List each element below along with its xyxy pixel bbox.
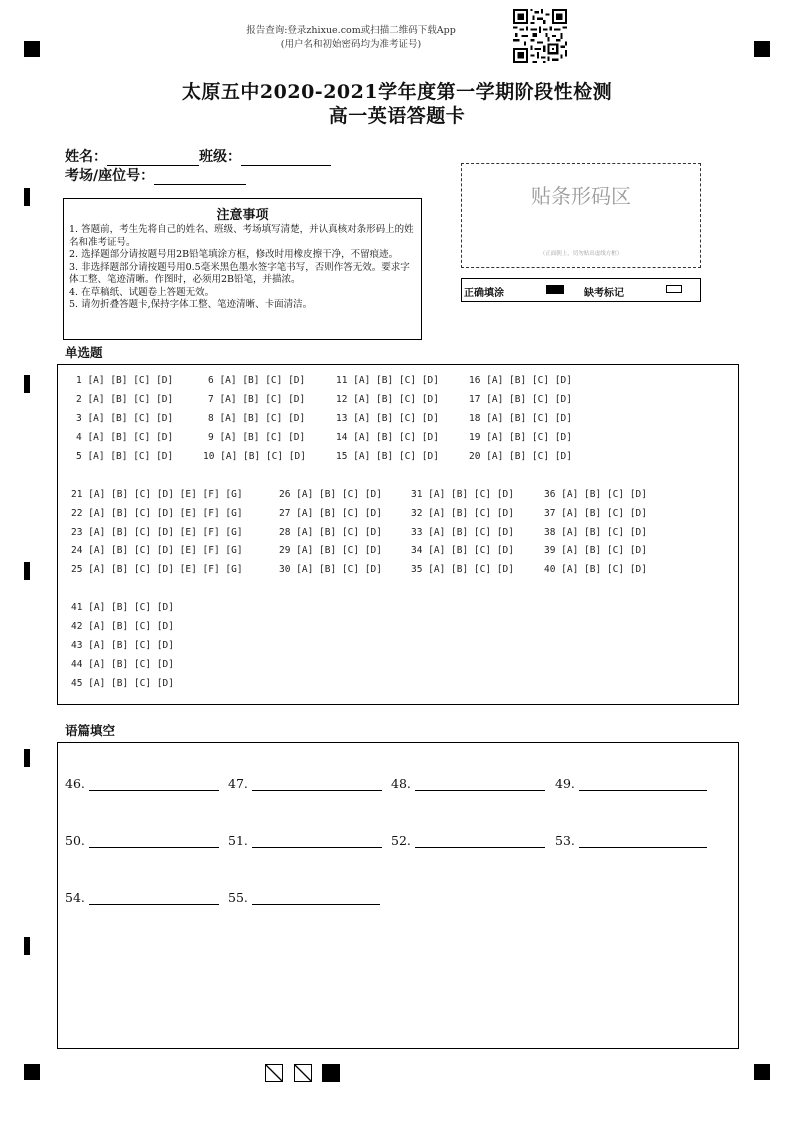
name-field[interactable]: [65, 146, 331, 166]
cloze-blank[interactable]: [555, 833, 707, 848]
choice-question[interactable]: 14 [A] [B] [C] [D]: [336, 432, 439, 443]
notice-item: 2. 选择题部分请按题号用2B铅笔填涂方框，修改时用橡皮擦干净，不留痕迹。: [69, 249, 399, 260]
seat-field[interactable]: [65, 165, 246, 185]
report-query-note: 报告查询:登录zhixue.com或扫描二维码下载App: [246, 25, 456, 36]
cloze-blank[interactable]: [391, 833, 545, 848]
choice-question[interactable]: 40 [A] [B] [C] [D]: [544, 564, 647, 575]
cloze-blank[interactable]: [391, 776, 545, 791]
notice-box: [63, 198, 422, 340]
answer-line[interactable]: [89, 777, 219, 791]
choice-question[interactable]: 12 [A] [B] [C] [D]: [336, 394, 439, 405]
choice-question[interactable]: 10 [A] [B] [C] [D]: [203, 451, 306, 462]
choice-question[interactable]: 15 [A] [B] [C] [D]: [336, 451, 439, 462]
notice-item: 4. 在草稿纸、试题卷上答题无效。: [69, 286, 215, 298]
choice-question[interactable]: 9 [A] [B] [C] [D]: [208, 432, 306, 443]
choice-question[interactable]: 23 [A] [B] [C] [D] [E] [F] [G]: [71, 527, 243, 538]
choice-question[interactable]: 25 [A] [B] [C] [D] [E] [F] [G]: [71, 564, 243, 575]
notice-item: 3. 非选择题部分请按题号用0.5毫米黑色墨水签字笔书写，否则作答无效。要求字体工整、笔迹清晰。作图时，必须用2B铅笔，并描浓。: [69, 261, 410, 285]
timing-mark: [24, 749, 30, 767]
choice-question[interactable]: 37 [A] [B] [C] [D]: [544, 508, 647, 519]
cloze-blank[interactable]: [65, 890, 219, 905]
choice-question[interactable]: 5 [A] [B] [C] [D]: [76, 451, 174, 462]
blank-number: 55.: [228, 890, 248, 905]
notice-list: [64, 224, 421, 312]
barcode-hint: （正面朝上，切勿贴出虚线方框）: [539, 251, 623, 257]
choice-question[interactable]: 45 [A] [B] [C] [D]: [71, 678, 174, 689]
choice-question[interactable]: 35 [A] [B] [C] [D]: [411, 564, 514, 575]
answer-line[interactable]: [252, 834, 382, 848]
name-label: 姓名：: [65, 149, 107, 165]
notice-item: 1. 答题前，考生先将自己的姓名、班级、考场填写清楚，并认真核对条形码上的姓名和准考证号。: [69, 224, 414, 248]
cloze-heading: 语篇填空: [65, 723, 116, 738]
page-mark-filled: [322, 1064, 340, 1082]
cloze-blank[interactable]: [555, 776, 707, 791]
timing-mark: [24, 375, 30, 393]
blank-number: 53.: [555, 833, 575, 848]
choice-question[interactable]: 29 [A] [B] [C] [D]: [279, 545, 382, 556]
class-label: 班级：: [199, 149, 241, 165]
answer-line[interactable]: [89, 834, 219, 848]
choice-question[interactable]: 31 [A] [B] [C] [D]: [411, 489, 514, 500]
choice-question[interactable]: 36 [A] [B] [C] [D]: [544, 489, 647, 500]
cloze-blank[interactable]: [228, 890, 380, 905]
seat-label: 考场/座位号：: [65, 168, 155, 184]
answer-line[interactable]: [89, 891, 219, 905]
page-mark-crossed: [265, 1064, 283, 1082]
cloze-blank[interactable]: [65, 776, 219, 791]
choice-question[interactable]: 16 [A] [B] [C] [D]: [469, 375, 572, 386]
absent-mark-checkbox[interactable]: [666, 285, 682, 293]
choice-question[interactable]: 4 [A] [B] [C] [D]: [76, 432, 174, 443]
blank-number: 50.: [65, 833, 85, 848]
choice-question[interactable]: 32 [A] [B] [C] [D]: [411, 508, 514, 519]
choice-question[interactable]: 13 [A] [B] [C] [D]: [336, 413, 439, 424]
notice-item: 5. 请勿折叠答题卡,保持字体工整、笔迹清晰、卡面清洁。: [69, 299, 313, 310]
blank-number: 47.: [228, 776, 248, 791]
choice-question[interactable]: 3 [A] [B] [C] [D]: [76, 413, 174, 424]
answer-line[interactable]: [415, 834, 545, 848]
choice-question[interactable]: 34 [A] [B] [C] [D]: [411, 545, 514, 556]
blank-number: 52.: [391, 833, 411, 848]
choice-question[interactable]: 41 [A] [B] [C] [D]: [71, 602, 174, 613]
exam-title: 太原五中2020-2021学年度第一学期阶段性检测: [181, 81, 613, 103]
choice-question[interactable]: 18 [A] [B] [C] [D]: [469, 413, 572, 424]
name-underline[interactable]: [107, 150, 199, 166]
answer-line[interactable]: [579, 777, 707, 791]
choice-question[interactable]: 28 [A] [B] [C] [D]: [279, 527, 382, 538]
timing-mark: [24, 188, 30, 206]
absent-mark-label: 缺考标记: [584, 288, 624, 299]
choice-question[interactable]: 26 [A] [B] [C] [D]: [279, 489, 382, 500]
choice-question[interactable]: 6 [A] [B] [C] [D]: [208, 375, 306, 386]
barcode-area: [461, 163, 701, 268]
blank-number: 54.: [65, 890, 85, 905]
page-mark-crossed: [294, 1064, 312, 1082]
choice-question[interactable]: 7 [A] [B] [C] [D]: [208, 394, 306, 405]
choice-question[interactable]: 24 [A] [B] [C] [D] [E] [F] [G]: [71, 545, 243, 556]
choice-question[interactable]: 17 [A] [B] [C] [D]: [469, 394, 572, 405]
correct-fill-label: 正确填涂: [464, 288, 504, 299]
choice-question[interactable]: 27 [A] [B] [C] [D]: [279, 508, 382, 519]
single-choice-heading: 单选题: [65, 345, 103, 360]
choice-question[interactable]: 42 [A] [B] [C] [D]: [71, 621, 174, 632]
blank-number: 48.: [391, 776, 411, 791]
answer-sheet-title: 高一英语答题卡: [328, 105, 466, 127]
timing-mark: [24, 562, 30, 580]
choice-question[interactable]: 19 [A] [B] [C] [D]: [469, 432, 572, 443]
timing-mark: [24, 937, 30, 955]
choice-question[interactable]: 11 [A] [B] [C] [D]: [336, 375, 439, 386]
fill-legend: [461, 278, 701, 302]
cloze-blank[interactable]: [65, 833, 219, 848]
choice-question[interactable]: 38 [A] [B] [C] [D]: [544, 527, 647, 538]
choice-question[interactable]: 43 [A] [B] [C] [D]: [71, 640, 174, 651]
class-underline[interactable]: [241, 150, 331, 166]
correct-fill-sample: [546, 285, 564, 294]
choice-question[interactable]: 44 [A] [B] [C] [D]: [71, 659, 174, 670]
barcode-label: 贴条形码区: [531, 184, 631, 208]
choice-question[interactable]: 39 [A] [B] [C] [D]: [544, 545, 647, 556]
blank-number: 49.: [555, 776, 575, 791]
blank-number: 46.: [65, 776, 85, 791]
qr-code[interactable]: [513, 9, 567, 63]
choice-question[interactable]: 8 [A] [B] [C] [D]: [208, 413, 306, 424]
answer-line[interactable]: [252, 891, 380, 905]
choice-question[interactable]: 22 [A] [B] [C] [D] [E] [F] [G]: [71, 508, 243, 519]
corner-mark-bottom-left: [24, 1064, 40, 1080]
cloze-blank[interactable]: [228, 833, 382, 848]
account-note: (用户名和初始密码均为准考证号): [280, 39, 422, 50]
choice-question[interactable]: 1 [A] [B] [C] [D]: [76, 375, 174, 386]
choice-question[interactable]: 30 [A] [B] [C] [D]: [279, 564, 382, 575]
answer-line[interactable]: [415, 777, 545, 791]
answer-line[interactable]: [252, 777, 382, 791]
cloze-blank[interactable]: [228, 776, 382, 791]
corner-mark-top-right: [754, 41, 770, 57]
choice-question[interactable]: 20 [A] [B] [C] [D]: [469, 451, 572, 462]
choice-question[interactable]: 33 [A] [B] [C] [D]: [411, 527, 514, 538]
corner-mark-bottom-right: [754, 1064, 770, 1080]
seat-underline[interactable]: [154, 169, 246, 185]
choice-question[interactable]: 21 [A] [B] [C] [D] [E] [F] [G]: [71, 489, 243, 500]
notice-title: 注意事项: [216, 208, 269, 223]
answer-line[interactable]: [579, 834, 707, 848]
corner-mark-top-left: [24, 41, 40, 57]
choice-question[interactable]: 2 [A] [B] [C] [D]: [76, 394, 174, 405]
blank-number: 51.: [228, 833, 248, 848]
